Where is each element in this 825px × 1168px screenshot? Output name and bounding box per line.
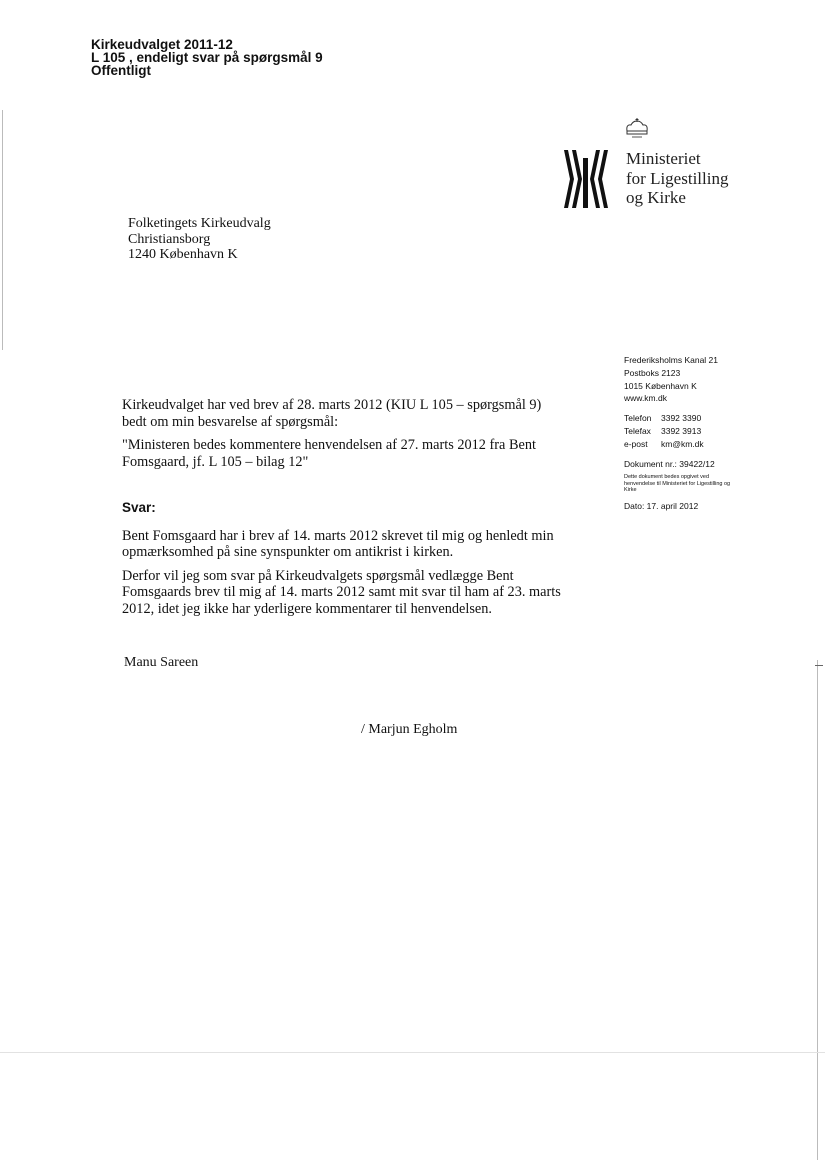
answer-paragraph-2: Derfor vil jeg som svar på Kirkeudvalgets spørgsmål vedlægge Bent Fomsgaards brev til mig af 14. marts 2012 samt mit svar til ham af 23. marts 2012, idet jeg ikke har yderligere kommentarer til henvendelsen.	[122, 567, 561, 617]
document-note: Dette dokument bedes opgivet ved henvendelse til Ministeriet for Ligestilling og Kirke	[624, 474, 731, 494]
scan-edge-right	[817, 660, 818, 1160]
recipient-city: 1240 København K	[128, 247, 238, 262]
question-quote: "Ministeren bedes kommentere henvendelsen af 27. marts 2012 fra Bent Fomsgaard, jf. L 105 – bilag 12"	[122, 437, 536, 470]
intro-paragraph: Kirkeudvalget har ved brev af 28. marts 2012 (KIU L 105 – spørgsmål 9) bedt om min besvarelse af spørgsmål:	[122, 397, 542, 430]
sender-web: www.km.dk	[624, 393, 667, 404]
sender-city: 1015 København K	[624, 380, 697, 391]
crown-icon	[624, 118, 650, 145]
answer-paragraph-1: Bent Fomsgaard har i brev af 14. marts 2012 skrevet til mig og henledt min opmærksomhed på sine synspunkter om antikrist i kirken.	[122, 527, 554, 560]
letter-date: Dato: 17. april 2012	[624, 500, 699, 511]
scan-tick-right	[815, 665, 823, 666]
scan-line-bottom	[0, 1052, 825, 1053]
ministry-name-line3: og Kirke	[626, 188, 686, 207]
header-status: Offentligt	[91, 63, 151, 78]
sender-pobox: Postboks 2123	[624, 367, 681, 378]
letter-body	[122, 397, 562, 617]
recipient-building: Christiansborg	[128, 231, 211, 247]
signature-secondary: / Marjun Egholm	[361, 722, 458, 737]
signature-name: Manu Sareen	[124, 655, 199, 670]
sender-fax: Telefax 3392 3913	[624, 425, 702, 436]
header-reference: L 105 , endeligt svar på spørgsmål 9	[91, 50, 323, 65]
ministry-name-line2: for Ligestilling	[626, 168, 729, 188]
sender-phone: Telefon 3392 3390	[624, 413, 702, 424]
sender-street: Frederiksholms Kanal 21	[624, 355, 719, 365]
document-number: Dokument nr.: 39422/12	[624, 458, 715, 469]
recipient-address	[128, 216, 271, 263]
answer-heading: Svar:	[122, 500, 156, 515]
sender-email: e-post km@km.dk	[624, 438, 704, 449]
ministry-logo-mark	[563, 150, 609, 213]
sender-info	[624, 354, 734, 513]
scan-edge-left	[2, 110, 3, 350]
header-committee: Kirkeudvalget 2011-12	[91, 37, 233, 52]
recipient-name: Folketingets Kirkeudvalg	[128, 216, 271, 231]
document-header	[91, 38, 323, 77]
ministry-name-line1: Ministeriet	[626, 149, 701, 168]
ministry-name	[626, 149, 728, 208]
